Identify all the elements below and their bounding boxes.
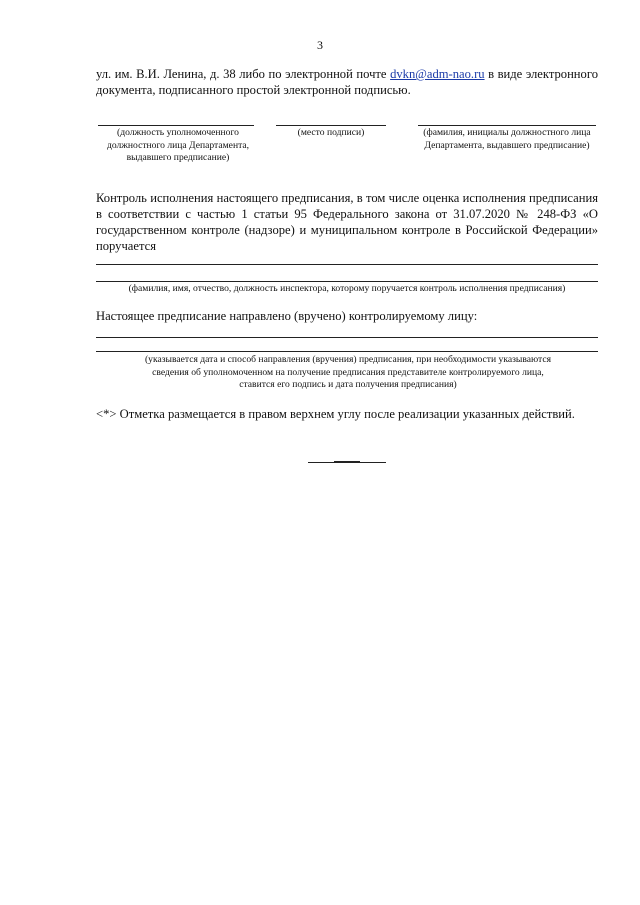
footnote: <*> Отметка размещается в правом верхнем углу после реализации указанных действий. <box>96 407 575 421</box>
sent-paragraph: Настоящее предписание направлено (вручено) контролируемому лицу: <box>96 309 478 323</box>
name-line <box>418 125 596 126</box>
delivery-caption: (указывается дата и способ направления (вручения) предписания, при необходимости указываются сведения об уполномоченном на получение предписания представителе контролируемого лица, ставится его подпись и дата получения предписания) <box>144 354 552 390</box>
email-link[interactable]: dvkn@adm-nao.ru <box>390 67 485 81</box>
name-caption: (фамилия, инициалы должностного лица Департамента, выдавшего предписание) <box>423 127 591 151</box>
inspector-line-2 <box>96 281 598 282</box>
page-number: 3 <box>317 38 323 52</box>
delivery-line-1 <box>96 337 598 338</box>
inspector-line-1 <box>96 264 598 265</box>
inspector-caption: (фамилия, имя, отчество, должность инспектора, которому поручается контроль исполнения предписания) <box>128 283 566 294</box>
end-separator-mark <box>334 461 360 463</box>
place-caption: (место подписи) <box>297 127 365 138</box>
delivery-line-2 <box>96 351 598 352</box>
position-line <box>98 125 254 126</box>
place-line <box>276 125 386 126</box>
intro-text-after: в виде электронного документа, подписанного простой электронной подписью. <box>96 67 598 97</box>
control-paragraph: Контроль исполнения настоящего предписания, в том числе оценка исполнения предписания в соответствии с частью 1 статьи 95 Федерального закона от 31.07.2020 № 248-ФЗ «О государственном контроле (надзоре) и муниципальном контроле в Российской Федерации» поручается <box>96 191 598 253</box>
position-caption: (должность уполномоченного должностного лица Департамента, выдавшего предписание) <box>106 127 250 163</box>
intro-text-before: ул. им. В.И. Ленина, д. 38 либо по электронной почте <box>96 67 391 81</box>
intro-paragraph <box>96 66 598 98</box>
